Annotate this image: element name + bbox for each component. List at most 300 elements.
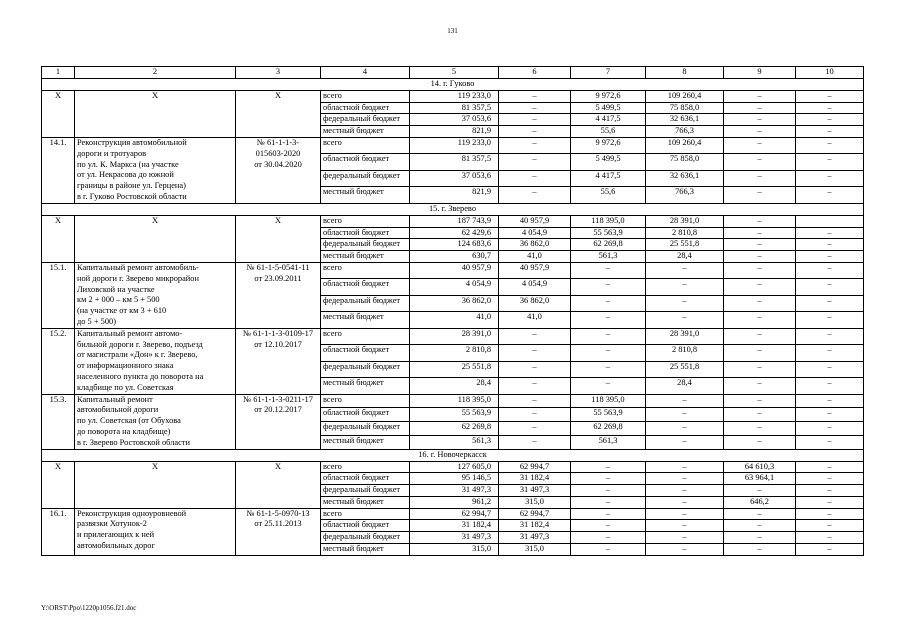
amount-cell: 28,4 — [646, 378, 724, 394]
amount-cell: 25 551,8 — [646, 361, 724, 377]
amount-cell: 36 862,0 — [499, 295, 571, 311]
table-row — [42, 461, 864, 473]
amount-cell: 37 053,6 — [410, 114, 499, 126]
amount-cell: 127 605,0 — [410, 461, 499, 473]
amount-cell: 62 269,8 — [571, 421, 646, 435]
table-row — [42, 394, 864, 408]
amount-cell: – — [571, 279, 646, 295]
object-name-line: Реконструкция автомобильной — [77, 137, 187, 147]
amount-cell: – — [724, 262, 796, 278]
amount-cell: 315,0 — [499, 544, 571, 556]
amount-cell: – — [796, 90, 864, 102]
amount-cell: 124 683,6 — [410, 239, 499, 251]
amount-cell: 31 497,3 — [499, 485, 571, 497]
object-name-line: Лиховской на участке — [77, 284, 155, 294]
funding-source-cell: федеральный бюджет — [321, 485, 410, 497]
amount-cell: 821,9 — [410, 187, 499, 203]
amount-cell: – — [724, 251, 796, 263]
item-number-cell: Х — [42, 90, 75, 137]
amount-cell: 28,4 — [410, 378, 499, 394]
section-title-row — [42, 203, 864, 215]
funding-source-cell: местный бюджет — [321, 126, 410, 138]
object-name-cell — [75, 328, 236, 394]
amount-cell: 4 417,5 — [571, 114, 646, 126]
object-name-line: границы в районе ул. Герцена) — [77, 181, 186, 191]
permit-line: № 61-1-5-0970-13 — [246, 508, 310, 518]
amount-cell: 630,7 — [410, 251, 499, 263]
amount-cell: 821,9 — [410, 126, 499, 138]
amount-cell: 315,0 — [410, 544, 499, 556]
amount-cell: 41,0 — [499, 312, 571, 328]
table-row — [42, 215, 864, 227]
object-name-line: кладбище по ул. Советская — [77, 382, 174, 392]
column-number-cell: 1 — [42, 67, 75, 79]
amount-cell: – — [796, 295, 864, 311]
funding-source-cell: всего — [321, 328, 410, 344]
amount-cell: – — [724, 394, 796, 408]
amount-cell: 9 972,6 — [571, 137, 646, 153]
permit-line: от 12.10.2017 — [254, 339, 302, 349]
amount-cell: – — [499, 90, 571, 102]
column-number-row — [42, 67, 864, 79]
funding-source-cell: федеральный бюджет — [321, 295, 410, 311]
amount-cell: – — [646, 508, 724, 520]
object-name-cell: Х — [75, 215, 236, 262]
amount-cell: – — [499, 345, 571, 361]
item-number-cell: 14.1. — [42, 137, 75, 203]
permit-cell — [236, 328, 321, 394]
amount-cell: – — [724, 215, 796, 227]
amount-cell: – — [724, 345, 796, 361]
amount-cell: 4 054,9 — [499, 227, 571, 239]
amount-cell: – — [646, 408, 724, 422]
amount-cell: 561,3 — [571, 251, 646, 263]
amount-cell: – — [796, 520, 864, 532]
amount-cell: 5 499,5 — [571, 102, 646, 114]
amount-cell: – — [796, 345, 864, 361]
object-name-line: дороги и тротуаров — [77, 148, 147, 158]
amount-cell: 31 182,4 — [499, 473, 571, 485]
amount-cell: – — [796, 102, 864, 114]
section-title: 16. г. Новочеркасск — [42, 449, 864, 461]
amount-cell: – — [646, 461, 724, 473]
object-name-line: развязки Хотунок-2 — [77, 519, 147, 529]
permit-line: от 20.12.2017 — [254, 405, 302, 415]
column-number-cell: 4 — [321, 67, 410, 79]
funding-source-cell: федеральный бюджет — [321, 239, 410, 251]
amount-cell: – — [796, 251, 864, 263]
item-number-cell: Х — [42, 461, 75, 508]
amount-cell: – — [571, 496, 646, 508]
amount-cell: – — [571, 461, 646, 473]
section-title: 15. г. Зверево — [42, 203, 864, 215]
column-number-cell: 7 — [571, 67, 646, 79]
amount-cell: – — [571, 544, 646, 556]
funding-source-cell: местный бюджет — [321, 187, 410, 203]
amount-cell: 62 429,6 — [410, 227, 499, 239]
amount-cell: – — [646, 295, 724, 311]
column-number-cell: 3 — [236, 67, 321, 79]
amount-cell: 28 391,0 — [646, 328, 724, 344]
table-row — [42, 137, 864, 153]
column-number-cell: 2 — [75, 67, 236, 79]
amount-cell: – — [571, 378, 646, 394]
amount-cell: – — [499, 408, 571, 422]
amount-cell: – — [646, 520, 724, 532]
amount-cell: 64 610,3 — [724, 461, 796, 473]
amount-cell: 25 551,8 — [410, 361, 499, 377]
object-name-line: в г. Зверево Ростовской области — [77, 437, 190, 447]
amount-cell: – — [796, 485, 864, 497]
amount-cell: 646,2 — [724, 496, 796, 508]
table-body — [42, 67, 864, 556]
amount-cell: – — [499, 154, 571, 170]
amount-cell: – — [724, 114, 796, 126]
amount-cell: – — [796, 544, 864, 556]
amount-cell: 118 395,0 — [571, 394, 646, 408]
item-number-cell: 15.1. — [42, 262, 75, 328]
object-name-line: в г. Гуково Ростовской области — [77, 191, 187, 201]
object-name-line: автомобильных дорог — [77, 541, 155, 551]
amount-cell: – — [571, 473, 646, 485]
funding-source-cell: всего — [321, 215, 410, 227]
funding-source-cell: федеральный бюджет — [321, 114, 410, 126]
amount-cell: – — [499, 126, 571, 138]
funding-source-cell: местный бюджет — [321, 251, 410, 263]
file-path-footer: Y:\ORST\Ppo\1220p1056.f21.doc — [41, 604, 137, 612]
amount-cell: – — [646, 421, 724, 435]
amount-cell: – — [724, 435, 796, 449]
amount-cell: 315,0 — [499, 496, 571, 508]
funding-source-cell: всего — [321, 461, 410, 473]
amount-cell: 62 994,7 — [410, 508, 499, 520]
amount-cell: – — [571, 361, 646, 377]
amount-cell: 4 054,9 — [499, 279, 571, 295]
amount-cell: 55 563,9 — [410, 408, 499, 422]
amount-cell: 75 858,0 — [646, 102, 724, 114]
amount-cell: – — [796, 378, 864, 394]
permit-cell — [236, 508, 321, 555]
funding-source-cell: всего — [321, 262, 410, 278]
object-name-cell — [75, 394, 236, 449]
permit-cell — [236, 137, 321, 203]
amount-cell — [796, 215, 864, 227]
amount-cell: – — [796, 114, 864, 126]
amount-cell: – — [796, 262, 864, 278]
amount-cell: 5 499,5 — [571, 154, 646, 170]
funding-source-cell: федеральный бюджет — [321, 532, 410, 544]
amount-cell: 9 972,6 — [571, 90, 646, 102]
amount-cell: – — [724, 361, 796, 377]
column-number-cell: 5 — [410, 67, 499, 79]
amount-cell: – — [724, 239, 796, 251]
amount-cell: 31 497,3 — [410, 532, 499, 544]
amount-cell: – — [646, 532, 724, 544]
amount-cell: 32 636,1 — [646, 170, 724, 186]
object-name-line: (на участке от км 3 + 610 — [77, 306, 167, 316]
amount-cell: – — [796, 170, 864, 186]
object-name-line: Капитальный ремонт автомо- — [77, 328, 183, 338]
funding-source-cell: местный бюджет — [321, 544, 410, 556]
amount-cell: – — [724, 532, 796, 544]
amount-cell: – — [796, 421, 864, 435]
amount-cell: – — [646, 262, 724, 278]
amount-cell: – — [796, 508, 864, 520]
amount-cell: – — [724, 520, 796, 532]
amount-cell: 187 743,9 — [410, 215, 499, 227]
amount-cell: 40 957,9 — [499, 262, 571, 278]
amount-cell: – — [499, 170, 571, 186]
amount-cell: 36 862,0 — [499, 239, 571, 251]
amount-cell: 25 551,8 — [646, 239, 724, 251]
amount-cell: – — [571, 520, 646, 532]
amount-cell: 109 260,4 — [646, 90, 724, 102]
amount-cell: – — [724, 378, 796, 394]
funding-source-cell: федеральный бюджет — [321, 361, 410, 377]
amount-cell: 28 391,0 — [410, 328, 499, 344]
amount-cell: 55 563,9 — [571, 227, 646, 239]
object-name-line: от ул. Некрасова до южной — [77, 170, 174, 180]
amount-cell: – — [724, 421, 796, 435]
funding-source-cell: местный бюджет — [321, 378, 410, 394]
amount-cell: – — [724, 102, 796, 114]
amount-cell: – — [499, 435, 571, 449]
object-name-line: от информационного знака — [77, 361, 174, 371]
funding-source-cell: областной бюджет — [321, 473, 410, 485]
funding-source-cell: областной бюджет — [321, 408, 410, 422]
amount-cell: 2 810,8 — [646, 345, 724, 361]
amount-cell: – — [646, 473, 724, 485]
section-title-row — [42, 449, 864, 461]
permit-line: № 61-1-5-0541-11 — [246, 262, 310, 272]
amount-cell: – — [724, 408, 796, 422]
table-row — [42, 262, 864, 278]
object-name-line: и прилегающих к ней — [77, 530, 155, 540]
permit-line: 015603-2020 — [255, 148, 301, 158]
amount-cell: 31 497,3 — [499, 532, 571, 544]
amount-cell: 36 862,0 — [410, 295, 499, 311]
amount-cell: – — [796, 361, 864, 377]
object-name-line: до поворота на кладбище) — [77, 426, 171, 436]
amount-cell: – — [646, 496, 724, 508]
amount-cell: 961,2 — [410, 496, 499, 508]
amount-cell: – — [571, 262, 646, 278]
amount-cell: 28 391,0 — [646, 215, 724, 227]
amount-cell: 40 957,9 — [410, 262, 499, 278]
amount-cell: – — [499, 137, 571, 153]
funding-source-cell: областной бюджет — [321, 279, 410, 295]
amount-cell: – — [796, 394, 864, 408]
object-name-line: до 5 + 500) — [77, 316, 116, 326]
object-name-line: ной дороги г. Зверево микрорайон — [77, 273, 199, 283]
amount-cell: – — [796, 239, 864, 251]
permit-line: № 61-1-1-3- — [256, 137, 300, 147]
amount-cell: – — [724, 312, 796, 328]
amount-cell: 95 146,5 — [410, 473, 499, 485]
amount-cell: – — [796, 328, 864, 344]
table-row — [42, 508, 864, 520]
amount-cell: – — [571, 328, 646, 344]
column-number-cell: 6 — [499, 67, 571, 79]
amount-cell: – — [499, 328, 571, 344]
amount-cell: – — [571, 345, 646, 361]
budget-table — [41, 66, 864, 556]
amount-cell: – — [796, 126, 864, 138]
object-name-cell — [75, 137, 236, 203]
amount-cell: 55 563,9 — [571, 408, 646, 422]
amount-cell: – — [646, 312, 724, 328]
funding-source-cell: местный бюджет — [321, 312, 410, 328]
amount-cell: 4 417,5 — [571, 170, 646, 186]
section-title-row — [42, 78, 864, 90]
amount-cell: 55,6 — [571, 126, 646, 138]
funding-source-cell: областной бюджет — [321, 227, 410, 239]
permit-line: № 61-1-1-3-0109-17 — [242, 328, 314, 338]
funding-source-cell: всего — [321, 394, 410, 408]
funding-source-cell: федеральный бюджет — [321, 170, 410, 186]
amount-cell: – — [724, 137, 796, 153]
amount-cell: 118 395,0 — [410, 394, 499, 408]
item-number-cell: Х — [42, 215, 75, 262]
amount-cell: – — [646, 435, 724, 449]
amount-cell: 28,4 — [646, 251, 724, 263]
funding-source-cell: областной бюджет — [321, 102, 410, 114]
column-number-cell: 9 — [724, 67, 796, 79]
amount-cell: – — [796, 279, 864, 295]
funding-source-cell: всего — [321, 508, 410, 520]
object-name-cell: Х — [75, 90, 236, 137]
amount-cell: 62 269,8 — [410, 421, 499, 435]
amount-cell: 561,3 — [571, 435, 646, 449]
amount-cell: 31 497,3 — [410, 485, 499, 497]
amount-cell: – — [724, 328, 796, 344]
amount-cell: – — [796, 435, 864, 449]
funding-source-cell: всего — [321, 137, 410, 153]
table-row — [42, 90, 864, 102]
amount-cell: 119 233,0 — [410, 90, 499, 102]
amount-cell: – — [796, 137, 864, 153]
object-name-line: бильной дороги г. Зверево, подъезд — [77, 339, 203, 349]
amount-cell: 62 994,7 — [499, 508, 571, 520]
amount-cell: – — [724, 485, 796, 497]
object-name-cell: Х — [75, 461, 236, 508]
amount-cell: – — [571, 485, 646, 497]
amount-cell: 62 269,8 — [571, 239, 646, 251]
permit-cell: Х — [236, 461, 321, 508]
amount-cell: – — [796, 496, 864, 508]
amount-cell: 81 357,5 — [410, 154, 499, 170]
permit-cell: Х — [236, 90, 321, 137]
column-number-cell: 10 — [796, 67, 864, 79]
amount-cell: 31 182,4 — [410, 520, 499, 532]
amount-cell: – — [724, 227, 796, 239]
amount-cell: 37 053,6 — [410, 170, 499, 186]
amount-cell: 118 395,0 — [571, 215, 646, 227]
amount-cell: – — [499, 361, 571, 377]
amount-cell: 109 260,4 — [646, 137, 724, 153]
amount-cell: – — [796, 461, 864, 473]
permit-line: от 30.04.2020 — [254, 159, 302, 169]
amount-cell: – — [724, 295, 796, 311]
amount-cell: – — [571, 508, 646, 520]
amount-cell: – — [571, 312, 646, 328]
amount-cell: 31 182,4 — [499, 520, 571, 532]
amount-cell: – — [499, 187, 571, 203]
object-name-line: км 2 + 000 – км 5 + 500 — [77, 295, 160, 305]
amount-cell: – — [796, 473, 864, 485]
object-name-cell — [75, 508, 236, 555]
item-number-cell: 15.2. — [42, 328, 75, 394]
amount-cell: – — [499, 421, 571, 435]
column-number-cell: 8 — [646, 67, 724, 79]
object-name-cell — [75, 262, 236, 328]
permit-cell — [236, 394, 321, 449]
funding-source-cell: областной бюджет — [321, 154, 410, 170]
permit-cell: Х — [236, 215, 321, 262]
page-number: 131 — [447, 27, 458, 35]
amount-cell: 75 858,0 — [646, 154, 724, 170]
amount-cell: 63 964,1 — [724, 473, 796, 485]
funding-source-cell: всего — [321, 90, 410, 102]
amount-cell: – — [646, 394, 724, 408]
permit-cell — [236, 262, 321, 328]
amount-cell: 40 957,9 — [499, 215, 571, 227]
amount-cell: – — [724, 187, 796, 203]
amount-cell: – — [796, 532, 864, 544]
amount-cell: 32 636,1 — [646, 114, 724, 126]
amount-cell: 4 054,9 — [410, 279, 499, 295]
permit-line: от 23.09.2011 — [254, 273, 302, 283]
amount-cell: – — [724, 126, 796, 138]
object-name-line: Капитальный ремонт автомобиль- — [77, 262, 199, 272]
amount-cell: – — [796, 408, 864, 422]
permit-line: от 25.11.2013 — [254, 519, 302, 529]
amount-cell: – — [796, 227, 864, 239]
table-row — [42, 328, 864, 344]
amount-cell: – — [499, 378, 571, 394]
amount-cell: – — [724, 279, 796, 295]
amount-cell: – — [724, 508, 796, 520]
item-number-cell: 16.1. — [42, 508, 75, 555]
funding-source-cell: областной бюджет — [321, 345, 410, 361]
amount-cell: – — [499, 394, 571, 408]
amount-cell: – — [646, 485, 724, 497]
amount-cell: – — [796, 154, 864, 170]
funding-source-cell: местный бюджет — [321, 435, 410, 449]
amount-cell: – — [646, 544, 724, 556]
amount-cell: 2 810,8 — [646, 227, 724, 239]
amount-cell: – — [646, 279, 724, 295]
amount-cell: – — [724, 170, 796, 186]
amount-cell: 81 357,5 — [410, 102, 499, 114]
amount-cell: 119 233,0 — [410, 137, 499, 153]
amount-cell: 561,3 — [410, 435, 499, 449]
object-name-line: населенного пункта до поворота на — [77, 371, 204, 381]
amount-cell: 766,3 — [646, 187, 724, 203]
object-name-line: по ул. Советская (от Обухова — [77, 416, 181, 426]
object-name-line: автомобильной дороги — [77, 405, 159, 415]
amount-cell: – — [796, 312, 864, 328]
amount-cell: – — [796, 187, 864, 203]
amount-cell: 41,0 — [499, 251, 571, 263]
amount-cell: 766,3 — [646, 126, 724, 138]
object-name-line: по ул. К. Маркса (на участке — [77, 159, 179, 169]
object-name-line: Реконструкция одноуровневой — [77, 508, 187, 518]
funding-source-cell: федеральный бюджет — [321, 421, 410, 435]
amount-cell: 62 994,7 — [499, 461, 571, 473]
amount-cell: – — [571, 532, 646, 544]
permit-line: № 61-1-1-3-0211-17 — [243, 394, 313, 404]
